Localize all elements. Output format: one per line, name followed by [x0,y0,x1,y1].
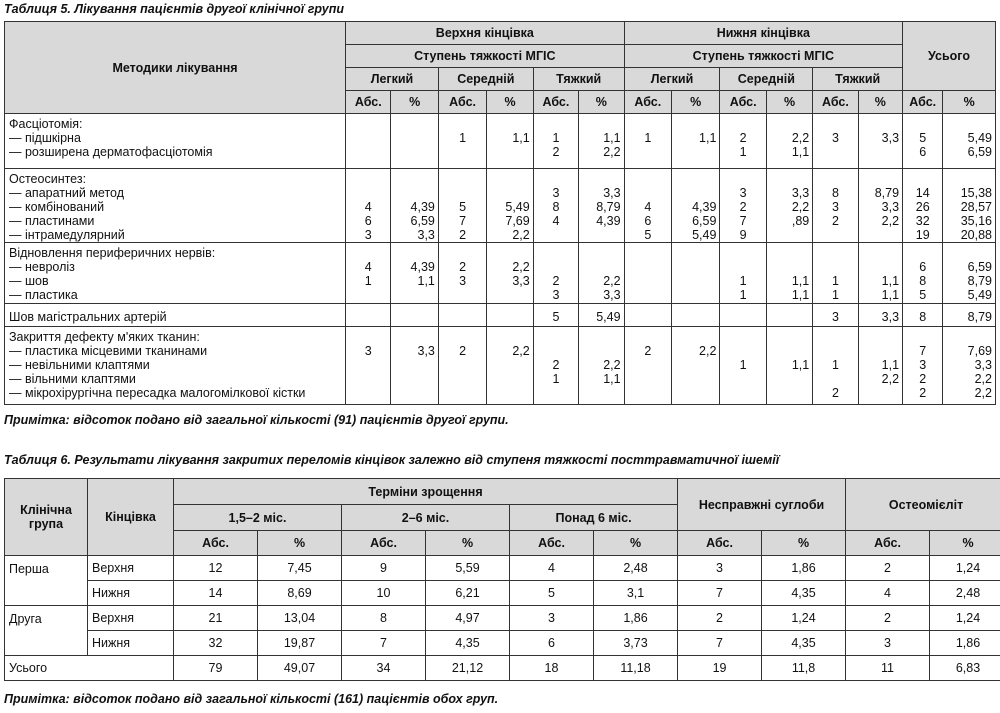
table5-note: Примітка: відсоток подано від загальної кількості (91) пацієнтів другої групи. [4,413,509,427]
pct-cell: 1,1 2,2 [858,327,902,405]
pct-cell: 6,59 8,79 5,49 [943,243,996,304]
abs-header: Абс. [678,531,762,556]
terms-header: Терміни зрощення [174,479,678,505]
pct-cell: 5,49 6,59 [943,114,996,169]
group-cell: Перша [5,556,88,606]
abs-cell: 7 3 2 2 [903,327,943,405]
abs-cell: 6 [510,631,594,656]
abs-cell: 7 [678,631,762,656]
abs-cell: 5 7 2 [438,169,486,243]
abs-header: Абс. [174,531,258,556]
pct-cell [487,304,533,327]
pct-cell: 3,3 8,79 4,39 [579,169,624,243]
pct-cell: 49,07 [258,656,342,681]
table6-row [5,556,1000,581]
pct-cell: 1,1 1,1 [766,243,812,304]
limb-cell: Нижня [88,631,174,656]
pct-header: % [258,531,342,556]
pct-cell: 4,39 1,1 [391,243,438,304]
limb-cell: Верхня [88,556,174,581]
pct-header: % [487,91,533,114]
pct-cell: 4,35 [762,631,846,656]
pct-header: % [426,531,510,556]
pct-cell [391,114,438,169]
abs-cell: 5 6 [903,114,943,169]
abs-cell [438,304,486,327]
term-header: 1,5–2 міс. [174,505,342,531]
abs-cell: 12 [174,556,258,581]
pct-cell: 1,86 [594,606,678,631]
pct-cell: 7,69 3,3 2,2 2,2 [943,327,996,405]
abs-header: Абс. [342,531,426,556]
table5-row [5,327,996,405]
abs-cell [346,304,391,327]
abs-header: Абс. [813,91,858,114]
abs-cell: 32 [174,631,258,656]
abs-cell: 1 1 [720,243,766,304]
abs-cell: 21 [174,606,258,631]
term-header: 2–6 міс. [342,505,510,531]
table6-total-row [5,656,1000,681]
abs-cell: 1 2 [813,327,858,405]
group-cell: Друга [5,606,88,656]
pct-cell: 4,97 [426,606,510,631]
pct-cell: 1,24 [930,556,1000,581]
pct-header: % [391,91,438,114]
severity-header-lower: Ступень тяжкості МГІС [624,45,902,68]
method-label: Остеосинтез: — апаратний метод — комбінований — пластинами — інтрамедулярний [5,169,346,243]
abs-cell: 5 [533,304,578,327]
abs-header: Абс. [903,91,943,114]
nonunion-header: Несправжні суглоби [678,479,846,531]
abs-cell: 4 [510,556,594,581]
severity-header-upper: Ступень тяжкості МГІС [346,45,625,68]
pct-cell: 3,3 2,2 ,89 [766,169,812,243]
abs-header: Абс. [846,531,930,556]
abs-cell: 3 [678,556,762,581]
abs-cell: 6 8 5 [903,243,943,304]
level-header: Тяжкий [813,68,903,91]
abs-cell: 1 [624,114,671,169]
pct-cell: 1,1 1,1 [858,243,902,304]
table5 [4,21,996,405]
pct-cell: 19,87 [258,631,342,656]
pct-header: % [762,531,846,556]
pct-cell: 3,3 [858,114,902,169]
table6-row [5,631,1000,656]
pct-cell: 1,1 [766,327,812,405]
abs-cell: 2 1 [533,327,578,405]
abs-cell: 7 [678,581,762,606]
abs-cell [624,304,671,327]
pct-cell: 1,1 [672,114,720,169]
pct-cell: 6,21 [426,581,510,606]
pct-cell: 4,39 6,59 5,49 [672,169,720,243]
group-header: Клінічна група [5,479,88,556]
level-header: Легкий [624,68,720,91]
abs-cell: 18 [510,656,594,681]
pct-cell: 13,04 [258,606,342,631]
pct-cell: 2,2 3,3 [487,243,533,304]
level-header: Середній [720,68,813,91]
abs-cell: 79 [174,656,258,681]
abs-header: Абс. [720,91,766,114]
pct-cell: 5,49 [579,304,624,327]
abs-cell: 2 1 [720,114,766,169]
abs-cell: 3 [846,631,930,656]
abs-cell: 4 [846,581,930,606]
abs-cell: 3 [813,304,858,327]
abs-cell: 1 2 [533,114,578,169]
abs-cell: 2 [846,556,930,581]
upper-limb-header: Верхня кінцівка [346,22,625,45]
method-label: Шов магістральних артерій [5,304,346,327]
pct-cell: 2,48 [930,581,1000,606]
pct-header: % [594,531,678,556]
pct-cell: 11,8 [762,656,846,681]
total-label: Усього [5,656,174,681]
pct-cell: 2,48 [594,556,678,581]
abs-cell [720,304,766,327]
pct-cell: 8,69 [258,581,342,606]
abs-cell: 1 1 [813,243,858,304]
abs-header: Абс. [510,531,594,556]
level-header: Легкий [346,68,439,91]
table5-caption: Таблиця 5. Лікування пацієнтів другої клінічної групи [4,2,344,16]
abs-header: Абс. [533,91,578,114]
abs-cell: 1 [720,327,766,405]
pct-cell: 1,86 [930,631,1000,656]
abs-cell: 14 26 32 19 [903,169,943,243]
pct-cell: 1,24 [762,606,846,631]
pct-cell: 11,18 [594,656,678,681]
abs-cell: 1 [438,114,486,169]
abs-cell: 9 [342,556,426,581]
pct-header: % [672,91,720,114]
term-header: Понад 6 міс. [510,505,678,531]
abs-cell: 8 3 2 [813,169,858,243]
abs-cell: 11 [846,656,930,681]
abs-cell [624,243,671,304]
table6-note: Примітка: відсоток подано від загальної кількості (161) пацієнтів обох груп. [4,692,499,706]
pct-cell: 7,45 [258,556,342,581]
pct-cell [766,304,812,327]
pct-cell: 1,24 [930,606,1000,631]
abs-cell: 2 [438,327,486,405]
table6-row [5,606,1000,631]
method-label: Закриття дефекту м'яких тканин: — пластика місцевими тканинами — невільними клаптями — вільними клаптями — мікрохірургічна пересадка малогомілкової кістки [5,327,346,405]
abs-cell: 8 [342,606,426,631]
pct-cell: 1,86 [762,556,846,581]
pct-header: % [943,91,996,114]
pct-cell: 2,2 1,1 [579,327,624,405]
abs-cell: 3 [510,606,594,631]
limb-header: Кінцівка [88,479,174,556]
abs-cell: 3 [346,327,391,405]
abs-cell: 2 3 [438,243,486,304]
pct-cell: 1,1 2,2 [579,114,624,169]
abs-cell: 34 [342,656,426,681]
limb-cell: Нижня [88,581,174,606]
pct-cell: 2,2 [487,327,533,405]
pct-cell: 3,3 [391,327,438,405]
abs-cell: 8 [903,304,943,327]
limb-cell: Верхня [88,606,174,631]
method-label: Відновлення периферичних нервів: — невроліз — шов — пластика [5,243,346,304]
table5-row [5,114,996,169]
abs-cell: 14 [174,581,258,606]
table5-row [5,304,996,327]
pct-cell: 4,35 [762,581,846,606]
pct-cell: 3,3 [858,304,902,327]
pct-header: % [766,91,812,114]
abs-cell: 7 [342,631,426,656]
lower-limb-header: Нижня кінцівка [624,22,902,45]
pct-cell: 15,38 28,57 35,16 20,88 [943,169,996,243]
pct-cell: 3,73 [594,631,678,656]
method-label: Фасціотомія: — підшкірна — розширена дерматофасціотомія [5,114,346,169]
osteomyelitis-header: Остеомієліт [846,479,1000,531]
abs-cell: 4 1 [346,243,391,304]
table6-caption: Таблиця 6. Результати лікування закритих переломів кінцівок залежно від ступеня тяжкості посттравматичної ішемії [4,453,780,467]
level-header: Середній [438,68,533,91]
abs-cell: 4 6 3 [346,169,391,243]
abs-cell: 3 2 7 9 [720,169,766,243]
table5-row [5,169,996,243]
pct-cell: 3,1 [594,581,678,606]
pct-cell: 4,39 6,59 3,3 [391,169,438,243]
pct-cell: 1,1 [487,114,533,169]
pct-cell [391,304,438,327]
abs-header: Абс. [438,91,486,114]
pct-cell: 2,2 1,1 [766,114,812,169]
abs-cell: 2 [846,606,930,631]
pct-cell: 8,79 3,3 2,2 [858,169,902,243]
pct-cell: 2,2 3,3 [579,243,624,304]
pct-cell [672,243,720,304]
abs-cell: 5 [510,581,594,606]
abs-cell: 2 [624,327,671,405]
abs-cell: 3 8 4 [533,169,578,243]
pct-cell: 8,79 [943,304,996,327]
abs-cell: 3 [813,114,858,169]
table6 [4,478,1000,681]
abs-cell: 19 [678,656,762,681]
pct-header: % [858,91,902,114]
pct-cell [672,304,720,327]
abs-cell: 2 [678,606,762,631]
methods-header: Методики лікування [5,22,346,114]
pct-cell: 5,59 [426,556,510,581]
level-header: Тяжкий [533,68,624,91]
pct-header: % [579,91,624,114]
abs-cell: 2 3 [533,243,578,304]
pct-cell: 5,49 7,69 2,2 [487,169,533,243]
total-header: Усього [903,22,996,91]
pct-cell: 4,35 [426,631,510,656]
abs-cell [346,114,391,169]
pct-cell: 2,2 [672,327,720,405]
pct-header: % [930,531,1000,556]
abs-cell: 10 [342,581,426,606]
abs-cell: 4 6 5 [624,169,671,243]
abs-header: Абс. [624,91,671,114]
pct-cell: 21,12 [426,656,510,681]
abs-header: Абс. [346,91,391,114]
table6-row [5,581,1000,606]
table5-row [5,243,996,304]
pct-cell: 6,83 [930,656,1000,681]
